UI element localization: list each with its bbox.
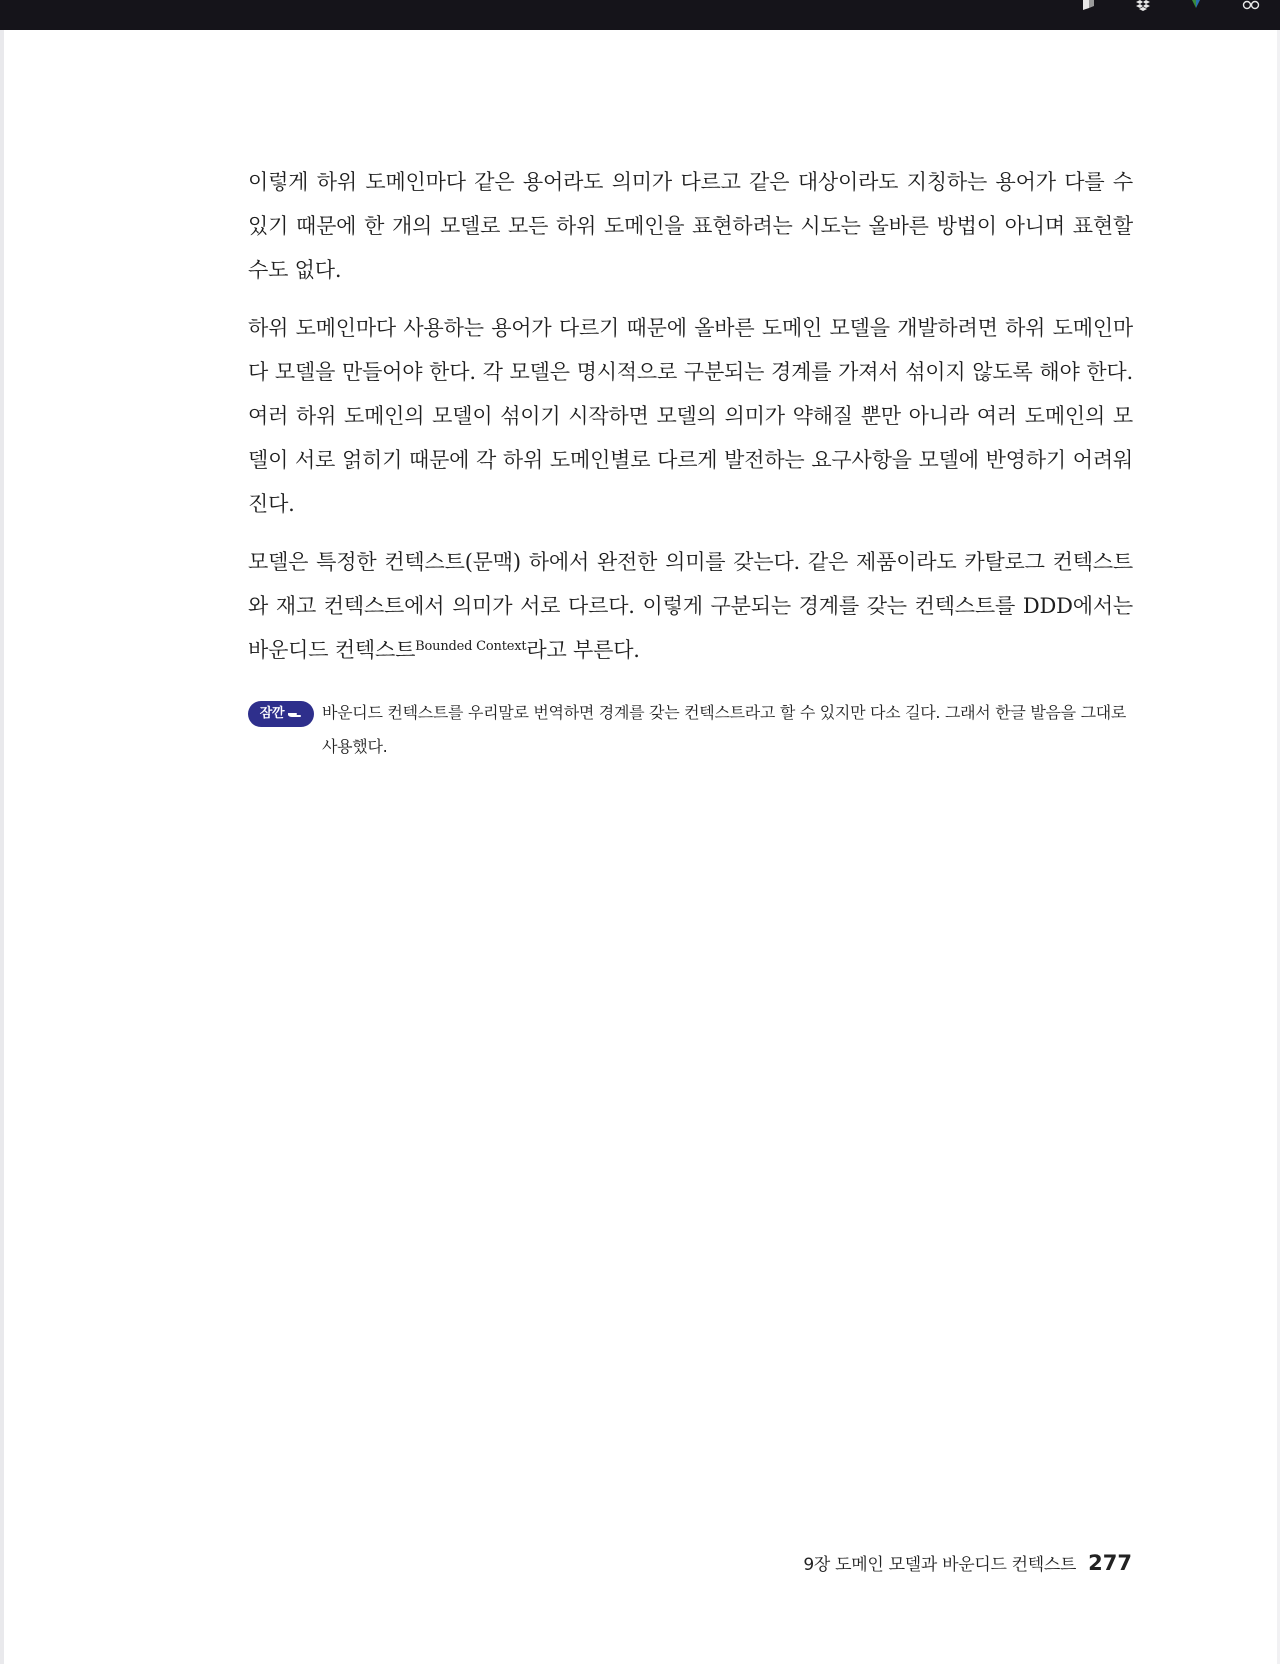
dropbox-icon[interactable] <box>1134 0 1152 12</box>
note-badge <box>248 701 314 727</box>
top-bar <box>0 0 1280 30</box>
cube-icon[interactable] <box>1080 0 1098 12</box>
paragraph-2: 하위 도메인마다 사용하는 용어가 다르기 때문에 올바른 도메인 모델을 개발하려면 하위 도메인마다 모델을 만들어야 한다. 각 모델은 명시적으로 구분되는 경계를 가져서 섞이지 않도록 해야 한다. 여러 하위 도메인의 모델이 섞이기 시작하면 모델의 의미가 약해질 뿐만 아니라 여러 도메인의 모델이 서로 얽히기 때문에 각 하위 도메인별로 다르게 발전하는 요구사항을 모델에 반영하기 어려워진다. <box>248 316 1133 516</box>
pointing-hand-icon <box>287 709 302 720</box>
note-badge-label: 잠깐 <box>259 706 285 721</box>
page-footer <box>803 1550 1132 1575</box>
page-body <box>248 160 1133 764</box>
glasses-icon[interactable] <box>1242 0 1260 12</box>
paragraph-1: 이렇게 하위 도메인마다 같은 용어라도 의미가 다르고 같은 대상이라도 지칭하는 용어가 다를 수 있기 때문에 한 개의 모델로 모든 하위 도메인을 표현하려는 시도는 올바른 방법이 아니며 표현할 수도 없다. <box>248 170 1133 282</box>
paragraph-3-text: 모델은 특정한 컨텍스트(문맥) 하에서 완전한 의미를 갖는다. 같은 제품이라도 카탈로그 컨텍스트와 재고 컨텍스트에서 의미가 서로 다르다. 이렇게 구분되는 경계를 갖는 컨텍스트를 DDD에서는 바운디드 컨텍스트 <box>248 550 1133 662</box>
chapter-title: 9장 도메인 모델과 바운디드 컨텍스트 <box>803 1555 1077 1575</box>
note-text: 바운디드 컨텍스트를 우리말로 번역하면 경계를 갖는 컨텍스트라고 할 수 있지만 다소 길다. 그래서 한글 발음을 그대로 사용했다. <box>322 703 1127 756</box>
check-icon[interactable] <box>1188 0 1206 12</box>
page-number: 277 <box>1088 1551 1132 1575</box>
note-box <box>248 696 1133 764</box>
scan-left-edge <box>0 30 4 1664</box>
paragraph-3-ending: 라고 부른다. <box>526 638 640 662</box>
paragraph-3 <box>248 540 1133 672</box>
bounded-context-term: Bounded Context <box>415 639 527 654</box>
top-bar-icons <box>1080 0 1260 14</box>
